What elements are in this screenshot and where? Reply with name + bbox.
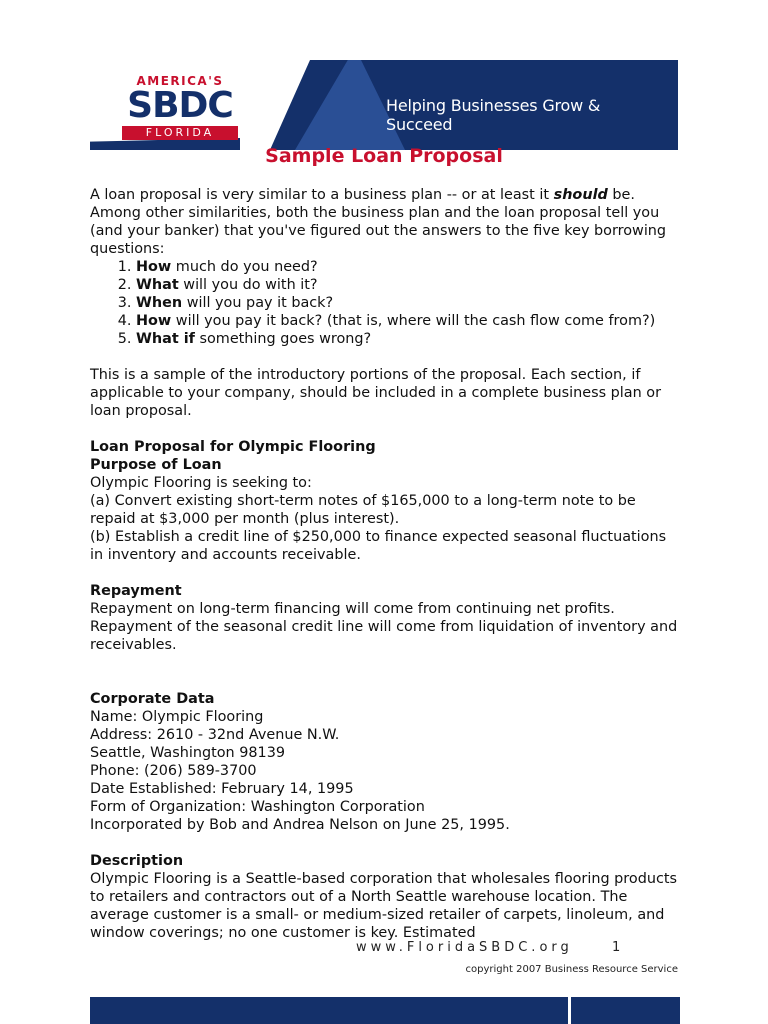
logo-bottom-text: FLORIDA [122, 126, 238, 140]
corporate-data-line: Form of Organization: Washington Corporation [90, 799, 425, 815]
question-text: will you pay it back? (that is, where will the cash flow come from?) [171, 313, 656, 329]
purpose-item-a: (a) Convert existing short-term notes of $165,000 to a long-term note to be repaid at $3,000 per month (plus interest). [90, 493, 636, 527]
logo-main-text: SBDC [127, 85, 233, 126]
banner-tagline: Helping Businesses Grow & Succeed [386, 96, 601, 134]
purpose-item-b: (b) Establish a credit line of $250,000 to finance expected seasonal fluctuations in inventory and accounts receivable. [90, 529, 667, 563]
question-text: will you do with it? [178, 277, 318, 293]
question-text: will you pay it back? [182, 295, 334, 311]
question-text: something goes wrong? [194, 331, 372, 347]
corporate-data-line: Phone: (206) 589-3700 [90, 763, 257, 779]
question-keyword: What if [136, 331, 195, 347]
footer-copyright: copyright 2007 Business Resource Service [465, 964, 678, 975]
description-text: Olympic Flooring is a Seattle-based corporation that wholesales flooring products to retailers and contractors out of a North Seattle warehouse location. The average customer is a small- or medium-sized retailer of carpets, linoleum, and window coverings; no one customer is key. Estimated [90, 871, 678, 941]
question-keyword: What [136, 277, 179, 293]
intro-text-before: A loan proposal is very similar to a business plan -- or at least it [90, 187, 554, 203]
intro-paragraph [90, 186, 678, 258]
question-keyword: How [136, 313, 172, 329]
sbdc-logo [118, 74, 242, 142]
question-text: much do you need? [171, 259, 318, 275]
page-number: 1 [612, 940, 621, 955]
footer-bar [90, 997, 680, 1024]
corporate-data-line: Seattle, Washington 98139 [90, 745, 286, 761]
logo-top-text: AMERICA'S [136, 74, 224, 88]
list-item [136, 312, 678, 330]
corporate-data-line: Date Established: February 14, 1995 [90, 781, 354, 797]
proposal-heading: Loan Proposal for Olympic Flooring [90, 439, 376, 455]
repayment-heading: Repayment [90, 583, 182, 599]
intro-text-after: be. Among other similarities, both the business plan and the loan proposal tell you (and your banker) that you've figured out the answers to the five key borrowing questions: [90, 187, 667, 257]
footer-bar-divider [568, 997, 571, 1024]
footer-url-link[interactable]: www.FloridaSBDC.org [356, 940, 573, 955]
list-item [136, 330, 678, 348]
question-keyword: When [136, 295, 183, 311]
corporate-data-line: Incorporated by Bob and Andrea Nelson on June 25, 1995. [90, 817, 510, 833]
corporate-data-heading: Corporate Data [90, 691, 215, 707]
intro-emphasis: should [553, 187, 608, 203]
question-keyword: How [136, 259, 172, 275]
document-body [90, 186, 678, 942]
repayment-text: Repayment on long-term financing will come from continuing net profits. Repayment of the seasonal credit line will come from liquidation of inventory and receivables. [90, 601, 678, 653]
purpose-heading: Purpose of Loan [90, 457, 222, 473]
description-heading: Description [90, 853, 184, 869]
borrowing-questions-list [90, 258, 678, 348]
sample-note: This is a sample of the introductory portions of the proposal. Each section, if applicable to your company, should be included in a complete business plan or loan proposal. [90, 367, 662, 419]
list-item [136, 294, 678, 312]
list-item [136, 276, 678, 294]
corporate-data-line: Address: 2610 - 32nd Avenue N.W. [90, 727, 340, 743]
list-item [136, 258, 678, 276]
document-title: Sample Loan Proposal [265, 145, 503, 167]
purpose-intro: Olympic Flooring is seeking to: [90, 475, 312, 491]
header-banner [90, 60, 678, 150]
corporate-data-line: Name: Olympic Flooring [90, 709, 264, 725]
